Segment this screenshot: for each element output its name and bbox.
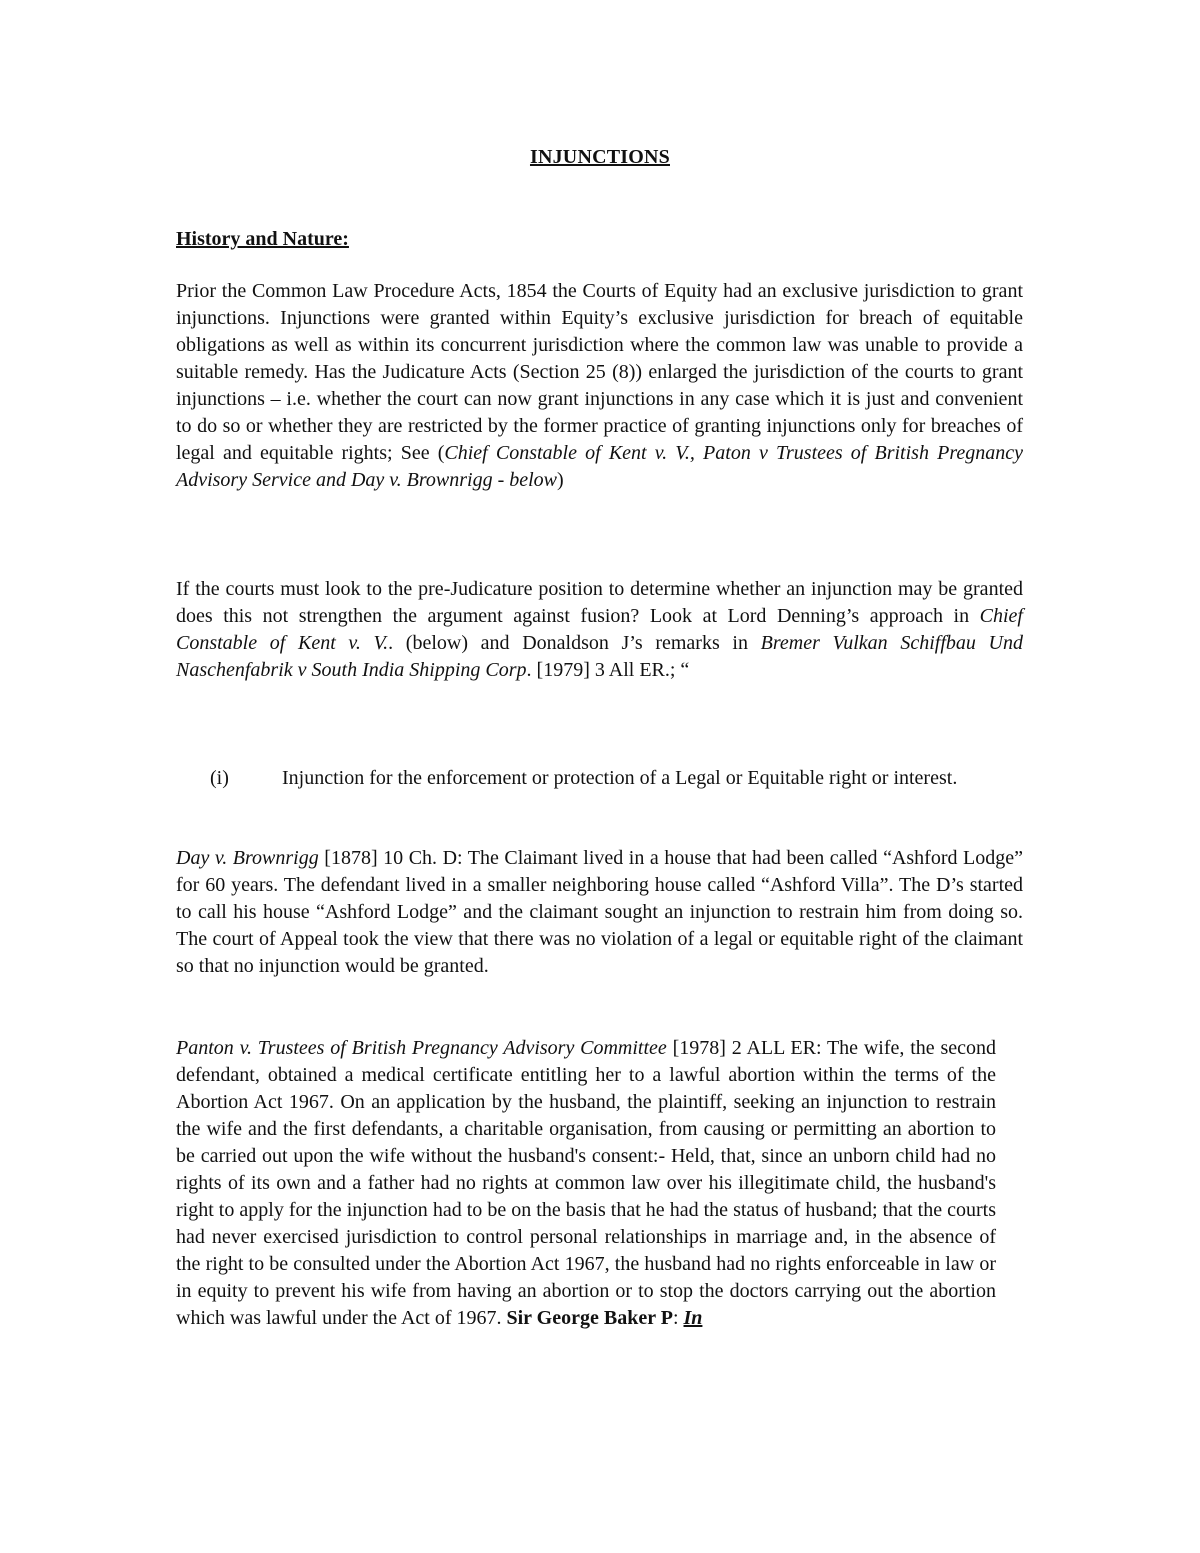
paragraph-history <box>176 278 1023 494</box>
paragraph-panton <box>176 1035 996 1332</box>
list-text: Injunction for the enforcement or protection of a Legal or Equitable right or interest. <box>282 767 958 789</box>
paragraph-text: . [1979] 3 All ER.; “ <box>526 659 690 681</box>
paragraph-day-v-brownrigg <box>176 845 1023 980</box>
quote-start: In <box>683 1307 703 1329</box>
section-heading: History and Nature: <box>176 228 349 250</box>
paragraph-text: [1878] 10 Ch. D: The Claimant lived in a house that had been called “Ashford Lodge” for 60 years. The defendant lived in a smaller neighboring house called “Ashford Villa”. The D’s started to call his house “Ashford Lodge” and the claimant sought an injunction to restrain him from doing so. The court of Appeal took the view that there was no violation of a legal or equitable right of the claimant so that no injunction would be granted. <box>176 847 1024 977</box>
paragraph-text: If the courts must look to the pre-Judicature position to determine whether an injunction may be granted does this not strengthen the argument against fusion? Look at Lord Denning’s approach in <box>176 578 1023 627</box>
list-number: (i) <box>210 767 229 789</box>
paragraph-text: Prior the Common Law Procedure Acts, 1854 the Courts of Equity had an exclusive jurisdiction to grant injunctions. Injunctions were granted within Equity’s exclusive jurisdiction for breach of equitable obligations as well as within its concurrent jurisdiction where the common law was unable to provide a suitable remedy. Has the Judicature Acts (Section 25 (8)) enlarged the jurisdiction of the courts to grant injunctions – i.e. whether the court can now grant injunctions in any case which it is just and convenient to do so or whether they are restricted by the former practice of granting injunctions only for breaches of legal and equitable rights; See ( <box>176 280 1023 464</box>
judge-colon: : <box>672 1307 684 1329</box>
case-references: Chief Constable of Kent v. V., Paton v Trustees of British Pregnancy Advisory Service and Day v. Brownrigg - below <box>176 442 1023 491</box>
paragraph-text: [1978] 2 ALL ER: The wife, the second defendant, obtained a medical certificate entitling her to a lawful abortion within the terms of the Abortion Act 1967. On an application by the husband, the plaintiff, seeking an injunction to restrain the wife and the first defendants, a charitable organisation, from causing or permitting an abortion to be carried out upon the wife without the husband's consent:- Held, that, since an unborn child had no rights of its own and a father had no rights at common law over his illegitimate child, the husband's right to apply for the injunction had to be on the basis that he had the status of husband; that the courts had never exercised jurisdiction to control personal relationships in marriage and, in the absence of the right to be consulted under the Abortion Act 1967, the husband had no rights enforceable in law or in equity to prevent his wife from having an abortion or to stop the doctors carrying out the abortion which was lawful under the Act of 1967. <box>176 1037 996 1329</box>
case-name: Bremer Vulkan Schiffbau Und Naschenfabrik v South India Shipping Corp <box>176 632 1023 681</box>
case-name: Chief Constable of Kent v. V. <box>176 605 1023 654</box>
case-name: Day v. Brownrigg <box>176 847 319 869</box>
judge-name: Sir George Baker P <box>506 1307 673 1329</box>
paragraph-text: . (below) and Donaldson J’s remarks in <box>388 632 761 654</box>
paragraph-close: ) <box>557 469 564 491</box>
case-name: Panton v. Trustees of British Pregnancy Advisory Committee <box>176 1037 667 1059</box>
paragraph-fusion <box>176 576 1023 684</box>
document-title: INJUNCTIONS <box>529 146 670 168</box>
